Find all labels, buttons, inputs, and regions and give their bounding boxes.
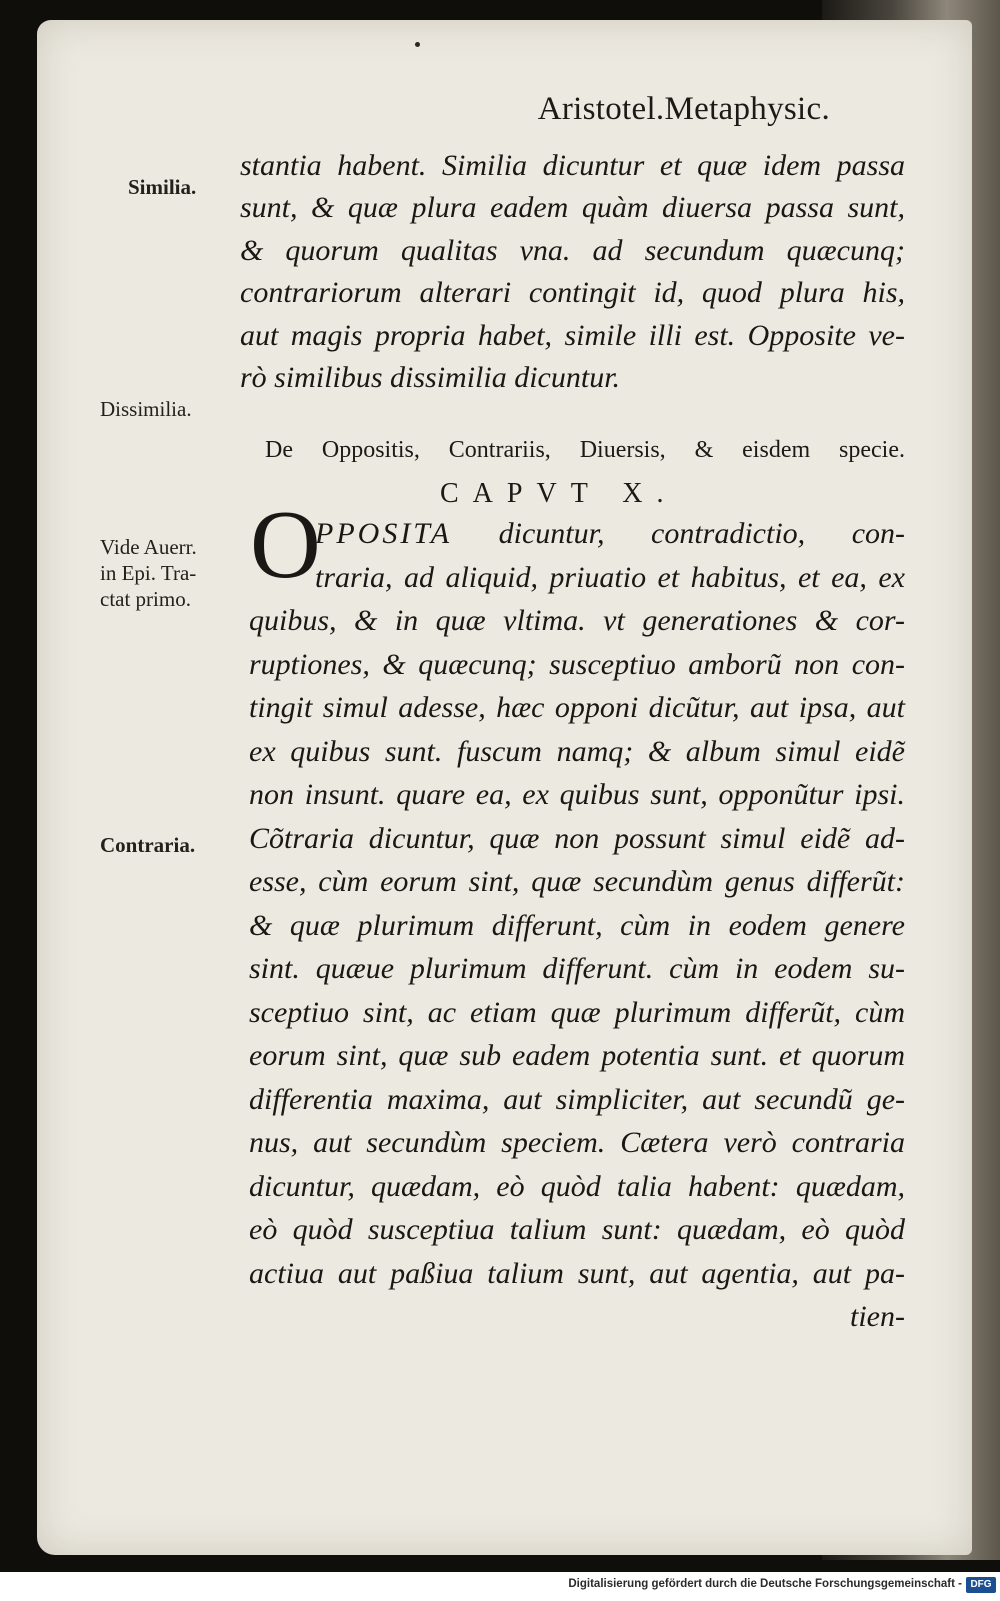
text-line (249, 512, 905, 556)
footer-credit: Digitalisierung gefördert durch die Deutsche Forschungsgemeinschaft - (568, 1578, 962, 1590)
paragraph-similia (240, 145, 905, 399)
marginal-note-contraria: Contraria. (100, 833, 196, 857)
text-line: quibus, & in quæ vltima. vt generationes & cor- (249, 604, 905, 637)
marginal-note-similia: Similia. (128, 175, 197, 199)
text-line: esse, cùm eorum sint, quæ secundùm genus differũt: (249, 865, 905, 898)
text-line: sunt, & quæ plura eadem quàm diuersa passa sunt, (240, 191, 905, 225)
text-line: actiua aut paßiua talium sunt, aut agentia, aut pa- (249, 1256, 905, 1290)
text-line: & quæ plurimum differunt, cùm in eodem genere (249, 908, 905, 942)
text-line: tingit simul adesse, hæc opponi dicũtur, aut ipsa, aut (249, 691, 905, 724)
paragraph-opposita (249, 512, 905, 1339)
text-line: eorum sint, quæ sub eadem potentia sunt. et quorum (249, 1039, 905, 1072)
dfg-logo-icon: DFG (966, 1577, 996, 1593)
text-line: contrariorum alterari contingit id, quod plura his, (240, 276, 905, 310)
text-line: sint. quæue plurimum differunt. cùm in eodem su- (249, 952, 905, 985)
ink-dot (415, 42, 420, 47)
text-line: Cõtraria dicuntur, quæ non possunt simul eidẽ ad- (249, 821, 905, 855)
marginal-note-vide (100, 534, 197, 612)
catchword: tien- (850, 1300, 905, 1333)
text-line: sceptiuo sint, ac etiam quæ plurimum differũt, cùm (249, 995, 905, 1029)
text-line: aut magis propria habet, simile illi est. Opposite ve- (240, 318, 905, 352)
marginal-line: Vide Auerr. (100, 535, 197, 559)
text-line: stantia habent. Similia dicuntur et quæ idem passa (240, 149, 905, 182)
text-line: non insunt. quare ea, ex quibus sunt, opponũtur ipsi. (249, 778, 905, 811)
first-word: PPOSITA (315, 517, 453, 550)
text-line: eò quòd susceptiua talium sunt: quædam, eò quòd (249, 1213, 905, 1246)
text-fragment: dicuntur, contradictio, con- (498, 517, 905, 550)
marginal-line: in Epi. Tra- (100, 561, 197, 585)
text-line: dicuntur, quædam, eò quòd talia habent: quædam, (249, 1169, 905, 1203)
section-title: De Oppositis, Contrariis, Diuersis, & eisdem specie. (265, 437, 905, 463)
marginal-line: ctat primo. (100, 587, 191, 611)
text-line: traria, ad aliquid, priuatio et habitus, et ea, ex (315, 560, 905, 594)
text-line: nus, aut secundùm speciem. Cætera verò contraria (249, 1126, 905, 1159)
text-line: ex quibus sunt. fuscum namq; & album simul eidẽ (249, 734, 905, 768)
text-line: ruptiones, & quæcunq; susceptiuo amborũ non con- (249, 647, 905, 681)
text-line: differentia maxima, aut simpliciter, aut secundũ ge- (249, 1082, 905, 1116)
chapter-heading: CAPVT X. (440, 478, 678, 509)
marginal-note-dissimilia: Dissimilia. (100, 397, 192, 421)
text-line: & quorum qualitas vna. ad secundum quæcunq; (240, 233, 905, 267)
text-line: rò similibus dissimilia dicuntur. (240, 361, 621, 395)
digitization-footer (0, 1572, 1000, 1601)
drop-cap: O (250, 491, 321, 599)
running-head: Aristotel.Metaphysic. (537, 91, 830, 127)
